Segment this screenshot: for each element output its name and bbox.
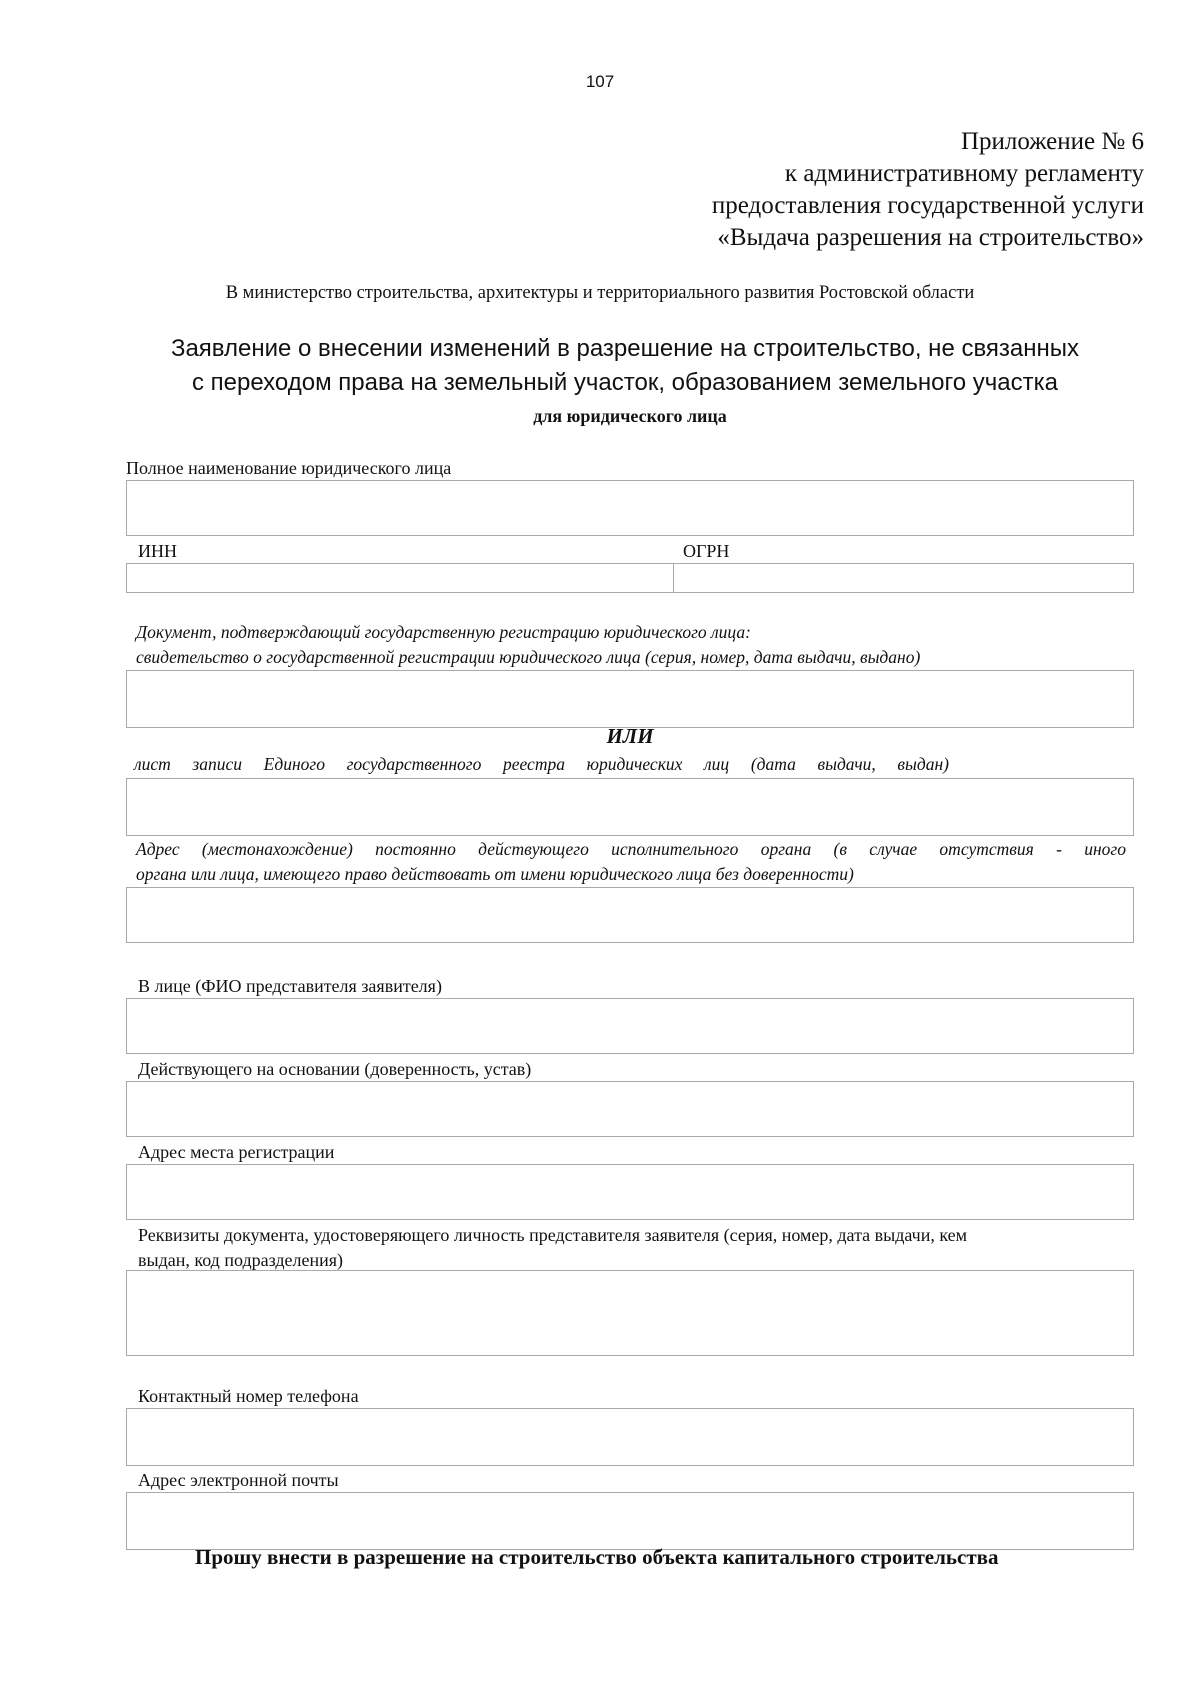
executive-address-field[interactable] [126,887,1134,943]
registration-address-label: Адрес места регистрации [138,1142,335,1162]
inn-label: ИНН [138,541,177,561]
form-title-line-2: с переходом права на земельный участок, образованием земельного участка [192,369,1058,396]
id-doc-label-continued: выдан, код подразделения) [138,1250,344,1270]
phone-label: Контактный номер телефона [138,1386,359,1406]
appendix-header [712,126,1144,254]
email-label: Адрес электронной почты [138,1470,339,1490]
addressee: В министерство строительства, архитектуры и территориального развития Ростовской области [225,283,975,303]
appendix-service-name: «Выдача разрешения на строительство» [717,224,1144,251]
full-name-field[interactable] [126,480,1134,536]
reg-doc-certificate-label: свидетельство о государственной регистрации юридического лица (серия, номер, дата выдачи, выдано) [136,647,921,667]
form-title-line-1: Заявление о внесении изменений в разрешение на строительство, не связанных [170,335,1080,362]
appendix-regulation: к административному регламенту [784,160,1144,187]
id-doc-label: Реквизиты документа, удостоверяющего личность представителя заявителя (серия, номер, дата выдачи, кем [138,1225,968,1245]
inn-field[interactable] [127,564,673,592]
appendix-number: Приложение № 6 [960,128,1144,155]
registration-address-field[interactable] [126,1164,1134,1220]
address-label: Адрес (местонахождение) постоянно действующего исполнительного органа (в случае отсутствия - иного [136,839,1126,859]
egrul-field[interactable] [126,778,1134,836]
representative-field[interactable] [126,998,1134,1054]
egrul-label: лист записи Единого государственного реестра юридических лиц (дата выдачи, выдан) [134,754,949,774]
or-label: ИЛИ [606,724,654,748]
address-label-continued: органа или лица, имеющего право действовать от имени юридического лица без доверенности) [136,864,854,884]
basis-label: Действующего на основании (доверенность, устав) [138,1059,532,1079]
request-heading: Прошу внести в разрешение на строительство объекта капитального строительства [195,1545,999,1569]
full-name-label: Полное наименование юридического лица [126,458,452,478]
id-document-field[interactable] [126,1270,1134,1356]
phone-field[interactable] [126,1408,1134,1466]
page-number: 107 [585,72,615,91]
inn-ogrn-row [126,563,1134,593]
appendix-service: предоставления государственной услуги [711,192,1144,219]
ogrn-field[interactable] [674,564,1133,592]
basis-field[interactable] [126,1081,1134,1137]
email-field[interactable] [126,1492,1134,1550]
reg-doc-label: Документ, подтверждающий государственную регистрацию юридического лица: [136,622,751,642]
representative-label: В лице (ФИО представителя заявителя) [138,976,442,996]
reg-certificate-field[interactable] [126,670,1134,728]
form-subtitle: для юридического лица [533,406,727,426]
ogrn-label: ОГРН [683,541,730,561]
form-title [100,332,1150,400]
